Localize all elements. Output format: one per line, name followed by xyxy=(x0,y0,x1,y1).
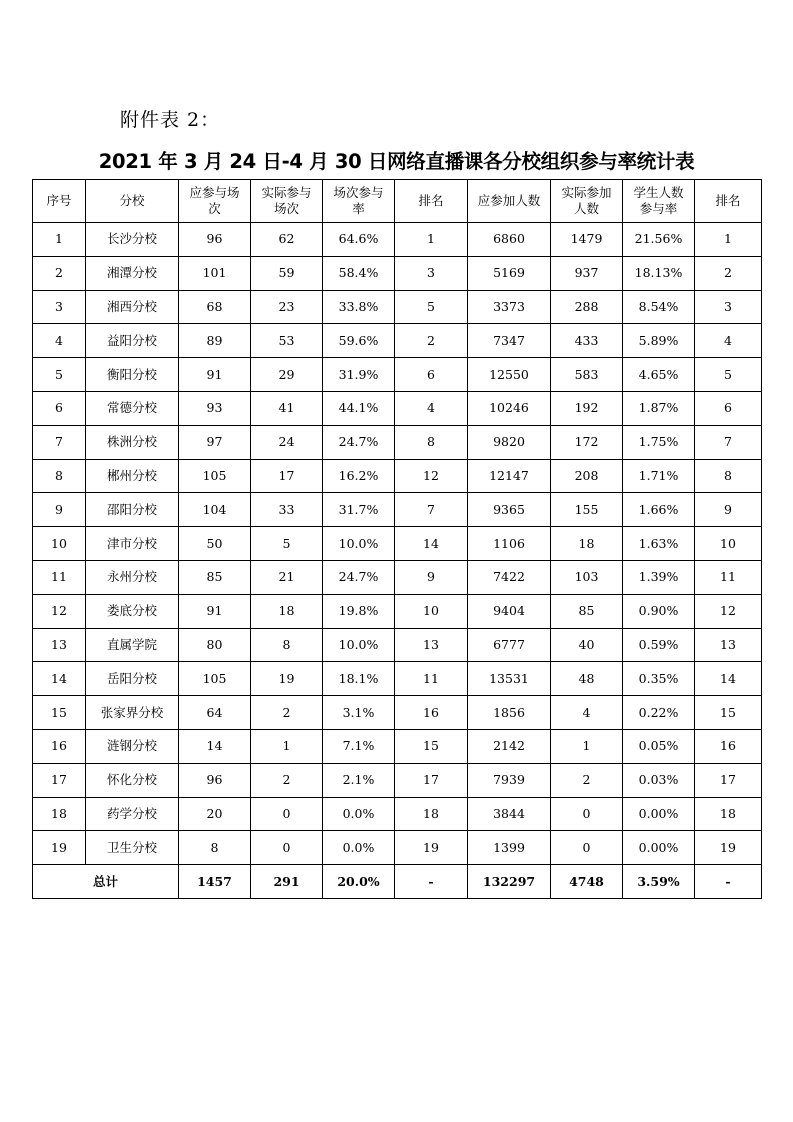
cell-seq: 12 xyxy=(33,594,86,628)
header-branch: 分校 xyxy=(86,180,179,223)
cell-seq: 1 xyxy=(33,223,86,257)
cell-branch: 涟钢分校 xyxy=(86,729,179,763)
cell-branch: 益阳分校 xyxy=(86,324,179,358)
cell-student-rate: 18.13% xyxy=(623,256,695,290)
cell-planned-people: 9404 xyxy=(468,594,551,628)
cell-actual-people: 0 xyxy=(551,797,623,831)
cell-planned-people: 10246 xyxy=(468,391,551,425)
cell-session-rate: 18.1% xyxy=(323,662,395,696)
cell-planned-sessions: 93 xyxy=(179,391,251,425)
cell-rank-2: 2 xyxy=(695,256,762,290)
cell-actual-people: 288 xyxy=(551,290,623,324)
table-row xyxy=(33,425,762,459)
cell-seq: 8 xyxy=(33,459,86,493)
cell-rank-1: 2 xyxy=(395,324,468,358)
cell-seq: 16 xyxy=(33,729,86,763)
total-actual-people: 4748 xyxy=(551,865,623,899)
cell-actual-sessions: 5 xyxy=(251,527,323,561)
cell-rank-2: 13 xyxy=(695,628,762,662)
cell-branch: 永州分校 xyxy=(86,560,179,594)
cell-planned-people: 7347 xyxy=(468,324,551,358)
cell-seq: 18 xyxy=(33,797,86,831)
attachment-label: 附件表 2： xyxy=(120,109,221,131)
cell-actual-sessions: 23 xyxy=(251,290,323,324)
cell-actual-sessions: 33 xyxy=(251,493,323,527)
cell-branch: 卫生分校 xyxy=(86,831,179,865)
cell-rank-1: 5 xyxy=(395,290,468,324)
cell-rank-2: 10 xyxy=(695,527,762,561)
header-row xyxy=(33,180,762,223)
cell-seq: 4 xyxy=(33,324,86,358)
cell-actual-sessions: 17 xyxy=(251,459,323,493)
cell-student-rate: 4.65% xyxy=(623,358,695,392)
cell-session-rate: 2.1% xyxy=(323,763,395,797)
table-row xyxy=(33,763,762,797)
table-row xyxy=(33,223,762,257)
cell-branch: 衡阳分校 xyxy=(86,358,179,392)
cell-rank-2: 6 xyxy=(695,391,762,425)
cell-actual-people: 18 xyxy=(551,527,623,561)
header-planned-people: 应参加人数 xyxy=(468,180,551,223)
total-student-rate: 3.59% xyxy=(623,865,695,899)
cell-session-rate: 64.6% xyxy=(323,223,395,257)
cell-session-rate: 31.7% xyxy=(323,493,395,527)
total-planned-sessions: 1457 xyxy=(179,865,251,899)
cell-actual-people: 1 xyxy=(551,729,623,763)
cell-planned-people: 3373 xyxy=(468,290,551,324)
cell-planned-people: 13531 xyxy=(468,662,551,696)
total-rank-2: - xyxy=(695,865,762,899)
cell-actual-sessions: 1 xyxy=(251,729,323,763)
cell-session-rate: 0.0% xyxy=(323,797,395,831)
table-row xyxy=(33,256,762,290)
table-row xyxy=(33,696,762,730)
table-row xyxy=(33,729,762,763)
header-actual-people: 实际参加 人数 xyxy=(551,180,623,223)
cell-session-rate: 3.1% xyxy=(323,696,395,730)
cell-rank-2: 8 xyxy=(695,459,762,493)
cell-planned-people: 5169 xyxy=(468,256,551,290)
total-session-rate: 20.0% xyxy=(323,865,395,899)
cell-rank-2: 12 xyxy=(695,594,762,628)
table-row xyxy=(33,459,762,493)
cell-student-rate: 0.90% xyxy=(623,594,695,628)
cell-planned-sessions: 101 xyxy=(179,256,251,290)
cell-planned-sessions: 96 xyxy=(179,223,251,257)
table-row xyxy=(33,527,762,561)
cell-session-rate: 7.1% xyxy=(323,729,395,763)
cell-planned-sessions: 68 xyxy=(179,290,251,324)
cell-rank-2: 19 xyxy=(695,831,762,865)
cell-rank-1: 8 xyxy=(395,425,468,459)
cell-rank-2: 3 xyxy=(695,290,762,324)
cell-planned-people: 6860 xyxy=(468,223,551,257)
cell-session-rate: 33.8% xyxy=(323,290,395,324)
cell-planned-people: 1856 xyxy=(468,696,551,730)
cell-rank-2: 17 xyxy=(695,763,762,797)
table-row xyxy=(33,290,762,324)
cell-rank-1: 19 xyxy=(395,831,468,865)
cell-planned-sessions: 50 xyxy=(179,527,251,561)
cell-actual-sessions: 8 xyxy=(251,628,323,662)
cell-rank-2: 18 xyxy=(695,797,762,831)
cell-rank-1: 3 xyxy=(395,256,468,290)
cell-actual-sessions: 0 xyxy=(251,797,323,831)
cell-actual-people: 1479 xyxy=(551,223,623,257)
cell-planned-sessions: 91 xyxy=(179,594,251,628)
cell-session-rate: 24.7% xyxy=(323,560,395,594)
cell-planned-sessions: 97 xyxy=(179,425,251,459)
cell-actual-sessions: 2 xyxy=(251,763,323,797)
cell-session-rate: 31.9% xyxy=(323,358,395,392)
cell-actual-people: 192 xyxy=(551,391,623,425)
cell-planned-people: 7939 xyxy=(468,763,551,797)
cell-planned-people: 2142 xyxy=(468,729,551,763)
total-planned-people: 132297 xyxy=(468,865,551,899)
cell-seq: 2 xyxy=(33,256,86,290)
cell-rank-1: 10 xyxy=(395,594,468,628)
cell-actual-sessions: 24 xyxy=(251,425,323,459)
cell-seq: 17 xyxy=(33,763,86,797)
header-actual-sessions: 实际参与 场次 xyxy=(251,180,323,223)
cell-planned-sessions: 104 xyxy=(179,493,251,527)
cell-seq: 9 xyxy=(33,493,86,527)
header-session-rate: 场次参与 率 xyxy=(323,180,395,223)
cell-branch: 怀化分校 xyxy=(86,763,179,797)
cell-branch: 株洲分校 xyxy=(86,425,179,459)
cell-rank-2: 4 xyxy=(695,324,762,358)
cell-actual-sessions: 18 xyxy=(251,594,323,628)
total-label: 总计 xyxy=(33,865,179,899)
cell-rank-1: 9 xyxy=(395,560,468,594)
cell-planned-people: 6777 xyxy=(468,628,551,662)
cell-actual-people: 433 xyxy=(551,324,623,358)
cell-student-rate: 0.00% xyxy=(623,831,695,865)
cell-planned-sessions: 20 xyxy=(179,797,251,831)
cell-actual-people: 2 xyxy=(551,763,623,797)
cell-planned-people: 9820 xyxy=(468,425,551,459)
cell-seq: 10 xyxy=(33,527,86,561)
cell-session-rate: 10.0% xyxy=(323,527,395,561)
cell-planned-sessions: 14 xyxy=(179,729,251,763)
cell-planned-sessions: 64 xyxy=(179,696,251,730)
cell-branch: 娄底分校 xyxy=(86,594,179,628)
header-rank-1: 排名 xyxy=(395,180,468,223)
cell-rank-2: 1 xyxy=(695,223,762,257)
cell-actual-people: 85 xyxy=(551,594,623,628)
cell-session-rate: 59.6% xyxy=(323,324,395,358)
total-rank-1: - xyxy=(395,865,468,899)
cell-student-rate: 0.03% xyxy=(623,763,695,797)
cell-actual-sessions: 41 xyxy=(251,391,323,425)
cell-planned-people: 1399 xyxy=(468,831,551,865)
cell-rank-2: 5 xyxy=(695,358,762,392)
cell-session-rate: 24.7% xyxy=(323,425,395,459)
cell-branch: 张家界分校 xyxy=(86,696,179,730)
cell-student-rate: 0.59% xyxy=(623,628,695,662)
cell-student-rate: 1.39% xyxy=(623,560,695,594)
cell-actual-people: 0 xyxy=(551,831,623,865)
cell-planned-people: 1106 xyxy=(468,527,551,561)
cell-session-rate: 58.4% xyxy=(323,256,395,290)
cell-branch: 郴州分校 xyxy=(86,459,179,493)
cell-planned-people: 9365 xyxy=(468,493,551,527)
table-row xyxy=(33,358,762,392)
table-row xyxy=(33,797,762,831)
cell-branch: 直属学院 xyxy=(86,628,179,662)
cell-branch: 岳阳分校 xyxy=(86,662,179,696)
cell-session-rate: 16.2% xyxy=(323,459,395,493)
cell-planned-people: 3844 xyxy=(468,797,551,831)
page-title: 2021 年 3 月 24 日-4 月 30 日网络直播课各分校组织参与率统计表 xyxy=(98,150,695,173)
cell-planned-sessions: 96 xyxy=(179,763,251,797)
table-row xyxy=(33,391,762,425)
cell-seq: 11 xyxy=(33,560,86,594)
cell-student-rate: 8.54% xyxy=(623,290,695,324)
cell-branch: 湘潭分校 xyxy=(86,256,179,290)
cell-planned-people: 7422 xyxy=(468,560,551,594)
cell-actual-people: 103 xyxy=(551,560,623,594)
cell-rank-1: 13 xyxy=(395,628,468,662)
cell-session-rate: 19.8% xyxy=(323,594,395,628)
cell-rank-2: 15 xyxy=(695,696,762,730)
statistics-table xyxy=(32,179,762,899)
cell-rank-2: 14 xyxy=(695,662,762,696)
cell-seq: 13 xyxy=(33,628,86,662)
cell-planned-sessions: 105 xyxy=(179,459,251,493)
cell-actual-sessions: 59 xyxy=(251,256,323,290)
cell-student-rate: 0.05% xyxy=(623,729,695,763)
cell-actual-sessions: 0 xyxy=(251,831,323,865)
cell-student-rate: 1.66% xyxy=(623,493,695,527)
cell-planned-people: 12550 xyxy=(468,358,551,392)
cell-rank-1: 18 xyxy=(395,797,468,831)
cell-actual-sessions: 21 xyxy=(251,560,323,594)
cell-student-rate: 1.71% xyxy=(623,459,695,493)
cell-seq: 3 xyxy=(33,290,86,324)
header-student-rate: 学生人数 参与率 xyxy=(623,180,695,223)
cell-actual-sessions: 29 xyxy=(251,358,323,392)
cell-rank-1: 7 xyxy=(395,493,468,527)
cell-session-rate: 10.0% xyxy=(323,628,395,662)
cell-planned-sessions: 80 xyxy=(179,628,251,662)
cell-student-rate: 5.89% xyxy=(623,324,695,358)
cell-actual-sessions: 53 xyxy=(251,324,323,358)
cell-branch: 长沙分校 xyxy=(86,223,179,257)
cell-actual-sessions: 19 xyxy=(251,662,323,696)
cell-rank-1: 14 xyxy=(395,527,468,561)
table-row xyxy=(33,560,762,594)
cell-actual-people: 583 xyxy=(551,358,623,392)
cell-actual-people: 4 xyxy=(551,696,623,730)
cell-rank-2: 11 xyxy=(695,560,762,594)
cell-rank-1: 6 xyxy=(395,358,468,392)
cell-rank-1: 17 xyxy=(395,763,468,797)
table-row xyxy=(33,628,762,662)
cell-actual-sessions: 62 xyxy=(251,223,323,257)
cell-actual-people: 155 xyxy=(551,493,623,527)
cell-session-rate: 44.1% xyxy=(323,391,395,425)
cell-actual-people: 208 xyxy=(551,459,623,493)
cell-student-rate: 0.22% xyxy=(623,696,695,730)
table-row xyxy=(33,662,762,696)
table-row xyxy=(33,831,762,865)
cell-seq: 7 xyxy=(33,425,86,459)
cell-planned-sessions: 105 xyxy=(179,662,251,696)
cell-planned-sessions: 91 xyxy=(179,358,251,392)
table-row xyxy=(33,594,762,628)
cell-rank-2: 7 xyxy=(695,425,762,459)
cell-rank-1: 11 xyxy=(395,662,468,696)
cell-rank-2: 16 xyxy=(695,729,762,763)
cell-actual-people: 40 xyxy=(551,628,623,662)
cell-seq: 19 xyxy=(33,831,86,865)
cell-rank-1: 15 xyxy=(395,729,468,763)
cell-planned-sessions: 85 xyxy=(179,560,251,594)
table-body xyxy=(33,223,762,865)
cell-actual-sessions: 2 xyxy=(251,696,323,730)
cell-branch: 药学分校 xyxy=(86,797,179,831)
cell-student-rate: 0.35% xyxy=(623,662,695,696)
cell-actual-people: 172 xyxy=(551,425,623,459)
header-planned-sessions: 应参与场 次 xyxy=(179,180,251,223)
cell-branch: 湘西分校 xyxy=(86,290,179,324)
total-actual-sessions: 291 xyxy=(251,865,323,899)
header-seq: 序号 xyxy=(33,180,86,223)
cell-rank-2: 9 xyxy=(695,493,762,527)
table-row xyxy=(33,493,762,527)
cell-student-rate: 1.87% xyxy=(623,391,695,425)
cell-rank-1: 4 xyxy=(395,391,468,425)
cell-seq: 15 xyxy=(33,696,86,730)
cell-seq: 5 xyxy=(33,358,86,392)
cell-actual-people: 937 xyxy=(551,256,623,290)
cell-branch: 津市分校 xyxy=(86,527,179,561)
cell-student-rate: 1.75% xyxy=(623,425,695,459)
cell-branch: 邵阳分校 xyxy=(86,493,179,527)
cell-student-rate: 0.00% xyxy=(623,797,695,831)
cell-seq: 6 xyxy=(33,391,86,425)
cell-actual-people: 48 xyxy=(551,662,623,696)
cell-rank-1: 16 xyxy=(395,696,468,730)
cell-seq: 14 xyxy=(33,662,86,696)
table-row xyxy=(33,324,762,358)
cell-planned-sessions: 89 xyxy=(179,324,251,358)
total-row xyxy=(33,865,762,899)
cell-rank-1: 1 xyxy=(395,223,468,257)
cell-session-rate: 0.0% xyxy=(323,831,395,865)
cell-planned-sessions: 8 xyxy=(179,831,251,865)
cell-student-rate: 1.63% xyxy=(623,527,695,561)
cell-student-rate: 21.56% xyxy=(623,223,695,257)
cell-rank-1: 12 xyxy=(395,459,468,493)
cell-branch: 常德分校 xyxy=(86,391,179,425)
header-rank-2: 排名 xyxy=(695,180,762,223)
cell-planned-people: 12147 xyxy=(468,459,551,493)
